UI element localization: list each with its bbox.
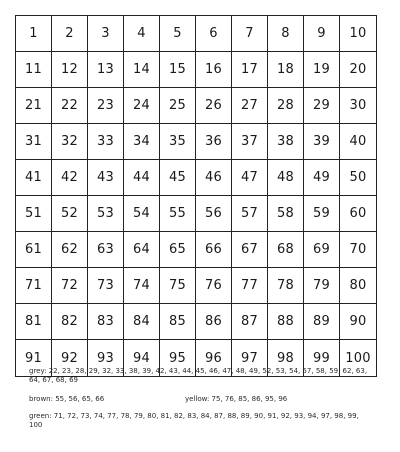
grid-cell: 12 [52,52,88,88]
grid-cell: 84 [124,304,160,340]
grid-cell: 5 [160,16,196,52]
grid-cell: 51 [16,196,52,232]
grid-cell: 31 [16,124,52,160]
grid-cell: 29 [304,88,340,124]
grid-cell: 17 [232,52,268,88]
grid-cell: 85 [160,304,196,340]
grid-cell: 25 [160,88,196,124]
grey-note: grey: 22, 23, 28, 29, 32, 33, 38, 39, 42, 43, 44, 45, 46, 47, 48, 49, 52, 53, 54, 57, 58, 59, 62, 63, 64, 67, 68, 69 [29,367,368,384]
grid-cell: 75 [160,268,196,304]
grid-cell: 47 [232,160,268,196]
grid-cell: 66 [196,232,232,268]
grid-cell: 99 [304,340,340,376]
grid-cell: 96 [196,340,232,376]
grid-cell: 20 [340,52,376,88]
grid-cell: 52 [52,196,88,232]
grid-cell: 3 [88,16,124,52]
grid-cell: 90 [340,304,376,340]
grid-cell: 14 [124,52,160,88]
grid-cell: 37 [232,124,268,160]
grid-cell: 100 [345,350,371,366]
grid-cell: 95 [160,340,196,376]
grid-cell: 86 [196,304,232,340]
grid-cell: 10 [340,16,376,52]
grid-cell: 93 [88,340,124,376]
grid-cell: 87 [232,304,268,340]
grid-cell: 2 [52,16,88,52]
grid-cell: 4 [124,16,160,52]
grid-cell: 54 [124,196,160,232]
grid-cell: 32 [52,124,88,160]
brown-note: brown: 55, 56, 65, 66 [29,395,105,403]
grid-cell: 8 [268,16,304,52]
grid-cell: 26 [196,88,232,124]
grid-cell: 53 [88,196,124,232]
grid-cell: 94 [124,340,160,376]
grid-cell: 45 [160,160,196,196]
grid-cell: 59 [304,196,340,232]
brown-yellow-row [29,395,374,404]
grid-cell: 71 [16,268,52,304]
yellow-note: yellow: 75, 76, 85, 86, 95, 96 [185,395,288,403]
grid-cell: 27 [232,88,268,124]
grid-cell: 49 [304,160,340,196]
grid-cell: 72 [52,268,88,304]
grid-cell: 55 [160,196,196,232]
grid-cell: 57 [232,196,268,232]
grid-cell: 15 [160,52,196,88]
grid-cell: 60 [340,196,376,232]
grid-cell: 28 [268,88,304,124]
grid-cell: 35 [160,124,196,160]
grid-cell: 7 [232,16,268,52]
grid-cell: 41 [16,160,52,196]
grid-cell: 79 [304,268,340,304]
grid-cell: 62 [52,232,88,268]
grid-cell: 23 [88,88,124,124]
grid-cell: 97 [232,340,268,376]
grid-cell: 18 [268,52,304,88]
grid-cell: 70 [340,232,376,268]
grid-cell: 43 [88,160,124,196]
grid-cell: 24 [124,88,160,124]
grid-cell: 61 [16,232,52,268]
grid-cell: 73 [88,268,124,304]
grid-cell: 89 [304,304,340,340]
grid-cell: 22 [52,88,88,124]
hundred-chart-grid [15,15,377,377]
grid-cell: 78 [268,268,304,304]
grid-cell: 48 [268,160,304,196]
grid-cell: 88 [268,304,304,340]
grid-cell: 98 [268,340,304,376]
grid-cell: 74 [124,268,160,304]
grid-cell: 65 [160,232,196,268]
grid-cell: 16 [196,52,232,88]
grid-cell: 6 [196,16,232,52]
green-note: green: 71, 72, 73, 74, 77, 78, 79, 80, 81, 82, 83, 84, 87, 88, 89, 90, 91, 92, 93, 94, 97, 98, 99, 100 [29,412,359,429]
grid-cell: 44 [124,160,160,196]
grid-cell: 91 [16,340,52,376]
grid-cell: 82 [52,304,88,340]
grid-cell: 11 [16,52,52,88]
grid-cell: 19 [304,52,340,88]
grid-cell: 83 [88,304,124,340]
grid-cell: 21 [16,88,52,124]
grid-cell: 80 [340,268,376,304]
grid-cell: 36 [196,124,232,160]
grid-cell: 33 [88,124,124,160]
grid-cell: 34 [124,124,160,160]
grid-cell: 76 [196,268,232,304]
grid-cell: 38 [268,124,304,160]
grid-cell: 64 [124,232,160,268]
grid-cell: 50 [340,160,376,196]
grid-cell: 58 [268,196,304,232]
grid-cell: 81 [16,304,52,340]
grid-cell: 67 [232,232,268,268]
grid-cell: 68 [268,232,304,268]
grid-cell: 92 [52,340,88,376]
grid-cell: 9 [304,16,340,52]
grid-cell: 69 [304,232,340,268]
grid-cell: 1 [16,16,52,52]
grid-cell: 42 [52,160,88,196]
grid-cell: 40 [340,124,376,160]
grid-cell: 30 [340,88,376,124]
grid-cell: 77 [232,268,268,304]
grid-cell: 56 [196,196,232,232]
grid-cell: 39 [304,124,340,160]
color-key-notes [29,367,374,430]
grid-cell: 63 [88,232,124,268]
grid-cell: 46 [196,160,232,196]
grid-cell: 13 [88,52,124,88]
